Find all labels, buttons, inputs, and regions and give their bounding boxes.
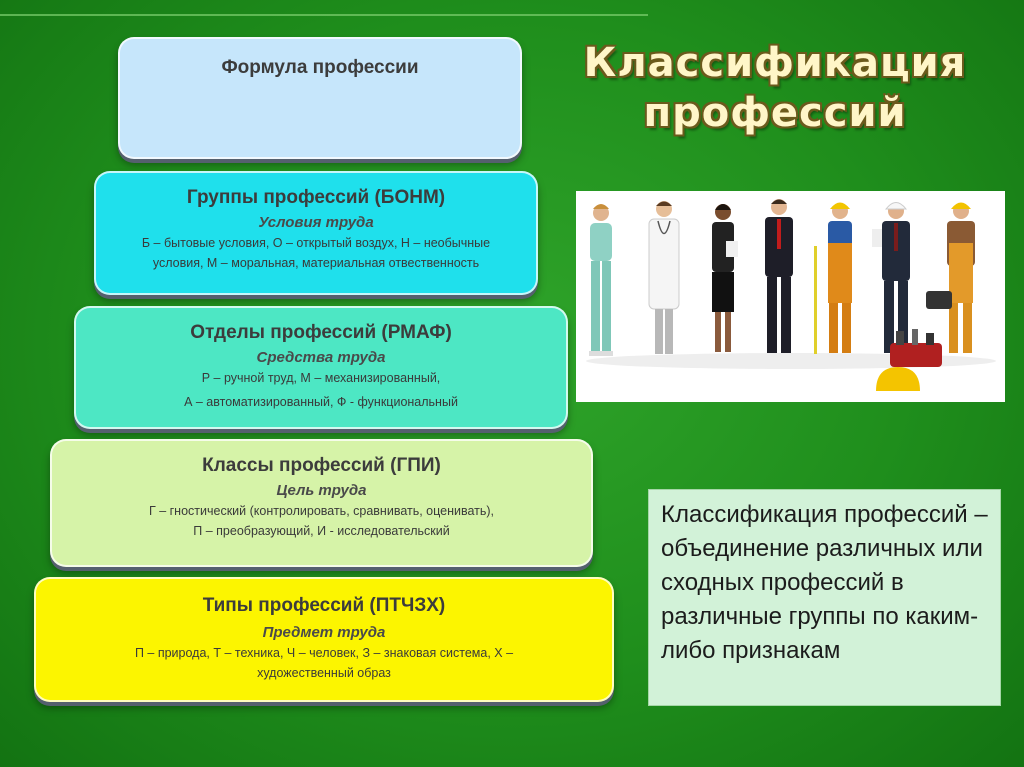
level-subheading: Средства труда <box>256 349 386 366</box>
level-description-2: А – автоматизированный, Ф - функциональный <box>184 395 458 409</box>
level-heading: Типы профессий (ПТЧЗХ) <box>202 595 446 616</box>
pyramid-level-departments <box>74 306 568 429</box>
level-description-2: условия, М – моральная, материальная отвественность <box>152 256 480 270</box>
definition-text-box <box>648 489 1001 706</box>
level-heading: Классы профессий (ГПИ) <box>202 455 441 476</box>
workers-illustration <box>576 191 1005 402</box>
level-description-1: П – природа, Т – техника, Ч – человек, З – знаковая система, Х – <box>134 646 514 660</box>
level-heading: Группы профессий (БОНМ) <box>186 187 446 208</box>
pyramid-level-formula <box>118 37 522 159</box>
level-description-2: художественный образ <box>257 666 391 680</box>
level-description-1: Г – гностический (контролировать, сравнивать, оценивать), <box>148 504 495 518</box>
slide-title <box>540 38 1010 138</box>
level-description-1: Р – ручной труд, М – механизированный, <box>201 371 441 385</box>
top-divider-line <box>0 14 648 16</box>
level-subheading: Предмет труда <box>262 624 386 641</box>
pyramid-level-types <box>34 577 614 702</box>
level-subheading: Цель труда <box>276 482 367 499</box>
level-heading: Отделы профессий (РМАФ) <box>190 322 452 343</box>
title-line-2: профессий <box>643 90 907 136</box>
pyramid-level-classes <box>50 439 593 567</box>
level-description-1: Б – бытовые условия, О – открытый воздух, Н – необычные <box>141 236 491 250</box>
pyramid-level-groups <box>94 171 538 295</box>
definition-text: Классификация профессий – объединение различных или сходных профессий в различные группы по каким-либо признакам <box>661 501 988 664</box>
level-heading: Формула профессии <box>221 57 419 78</box>
level-description-2: П – преобразующий, И - исследовательский <box>193 524 450 538</box>
level-subheading: Условия труда <box>258 214 374 231</box>
workers-photo <box>576 191 1005 402</box>
title-line-1: Классификация <box>583 40 967 86</box>
